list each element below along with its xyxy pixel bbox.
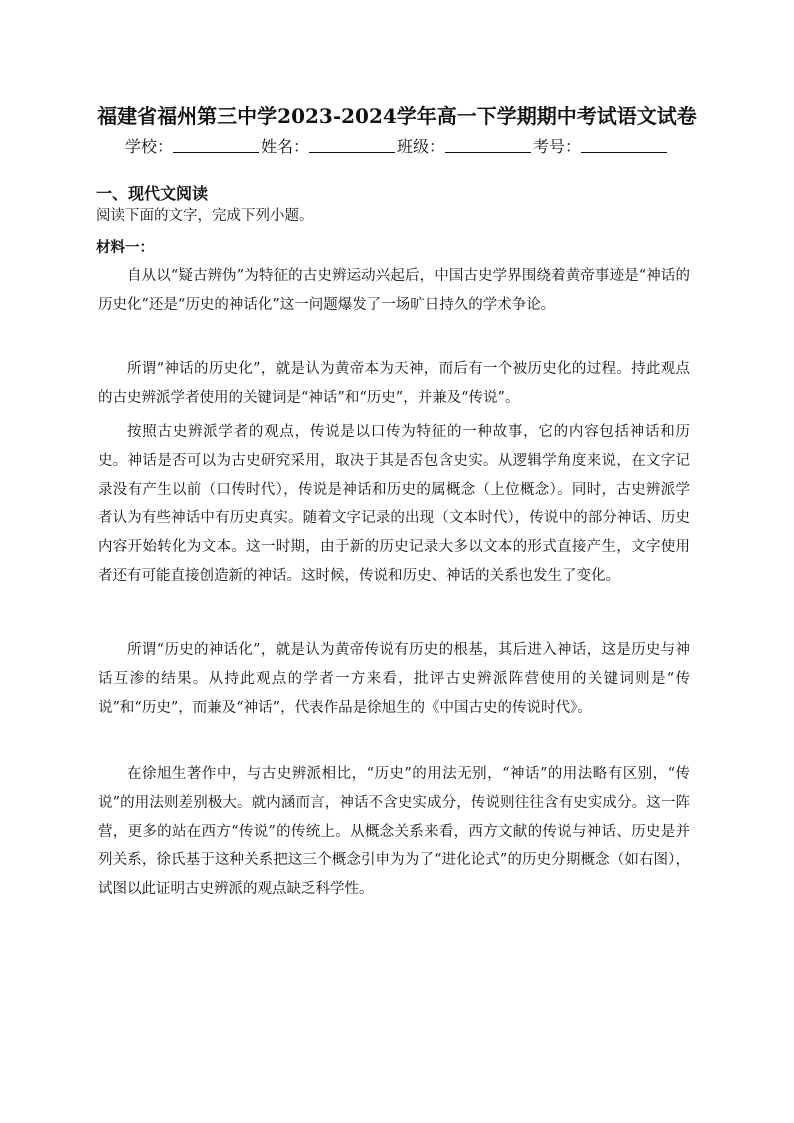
name-label: 姓名：	[260, 137, 309, 156]
name-blank[interactable]	[309, 138, 395, 153]
paragraph-1: 自从以“疑古辨伪”为特征的古史辨运动兴起后，中国古史学界围绕着黄帝事迹是“神话的历史化”还是“历史的神话化”这一问题爆发了一场旷日持久的学术争论。	[98, 268, 690, 313]
document-title: 福建省福州第三中学2023-2024学年高一下学期期中考试语文试卷	[97, 104, 697, 128]
class-field	[397, 134, 533, 157]
class-label: 班级：	[397, 137, 446, 156]
student-info-line	[0, 134, 794, 157]
school-field	[125, 134, 261, 157]
section-heading: 一、现代文阅读	[96, 184, 209, 203]
material-label: 材料一：	[96, 240, 154, 256]
class-blank[interactable]	[445, 138, 531, 153]
name-field	[261, 134, 397, 157]
paragraph-3: 按照古史辨派学者的观点，传说是以口传为特征的一种故事，它的内容包括神话和历史。神话是否可以为古史研究采用，取决于其是否包含史实。从逻辑学角度来说，在文字记录没有产生以前（口传时代），传说是神话和历史的属概念（上位概念）。同时，古史辨派学者认为有些神话中有历史真实。随着文字记录的出现（文本时代），传说中的部分神话、历史内容开始转化为文本。这一时期，由于新的历史记录大多以文本的形式直接产生，文字使用者还有可能直接创造新的神话。这时候，传说和历史、神话的关系也发生了变化。	[98, 424, 690, 584]
exam-number-blank[interactable]	[581, 138, 667, 153]
school-blank[interactable]	[173, 138, 259, 153]
reading-instruction: 阅读下面的文字，完成下列小题。	[96, 208, 314, 224]
exam-number-field	[533, 134, 669, 157]
school-label: 学校：	[124, 137, 173, 156]
paragraph-2: 所谓“神话的历史化”，就是认为黄帝本为天神，而后有一个被历史化的过程。持此观点的古史辨派学者使用的关键词是“神话”和“历史”，并兼及“传说”。	[98, 361, 690, 406]
paragraph-4: 所谓“历史的神话化”，就是认为黄帝传说有历史的根基，其后进入神话，这是历史与神话互渗的结果。从持此观点的学者一方来看，批评古史辨派阵营使用的关键词则是“传说”和“历史”，而兼及“神话”，代表作品是徐旭生的《中国古史的传说时代》。	[98, 642, 690, 716]
exam-number-label: 考号：	[533, 137, 582, 156]
paragraph-5: 在徐旭生著作中，与古史辨派相比，“历史”的用法无别，“神话”的用法略有区别，“传说”的用法则差别极大。就内涵而言，神话不含史实成分，传说则往往含有史实成分。这一阵营，更多的站在西方“传说”的传统上。从概念关系来看，西方文献的传说与神话、历史是并列关系，徐氏基于这种关系把这三个概念引申为为了“进化论式”的历史分期概念（如右图），试图以此证明古史辨派的观点缺乏科学性。	[98, 766, 690, 898]
